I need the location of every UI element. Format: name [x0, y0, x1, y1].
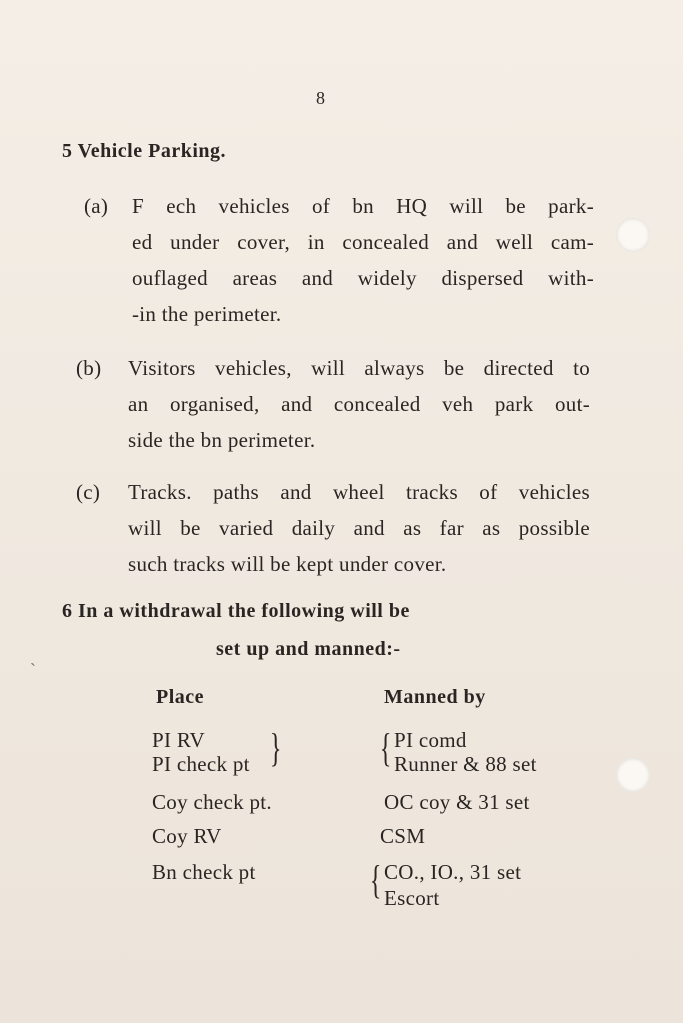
paragraph-5c — [76, 474, 590, 582]
paragraph-line: an organised, and concealed veh park out- — [128, 392, 590, 416]
section-6-heading-cont: set up and manned:- — [216, 638, 401, 660]
paragraph-marker: (b) — [76, 356, 102, 380]
page-number: 8 — [316, 88, 325, 108]
paragraph-line: Visitors vehicles, will always be directed to — [128, 356, 590, 380]
section-6-heading: 6 In a withdrawal the following will be — [62, 600, 410, 622]
paragraph-5b — [76, 350, 590, 458]
paragraph-line: ouflaged areas and widely dispersed with- — [132, 266, 594, 290]
place-cell: Bn check pt — [152, 860, 256, 884]
margin-mark: ˎ — [30, 646, 36, 666]
paragraph-line: -in the perimeter. — [132, 302, 282, 326]
punch-hole — [616, 218, 650, 252]
section-5-heading: 5 Vehicle Parking. — [62, 140, 227, 162]
punch-hole — [616, 758, 650, 792]
place-cell: PI check pt — [152, 752, 250, 776]
place-cell: Coy RV — [152, 824, 222, 848]
manned-cell: CSM — [380, 824, 426, 848]
place-cell: PI RV — [152, 728, 205, 752]
paragraph-line: Tracks. paths and wheel tracks of vehicles — [128, 480, 590, 504]
paragraph-line: such tracks will be kept under cover. — [128, 552, 447, 576]
paragraph-line: F ech vehicles of bn HQ will be park- — [132, 194, 594, 218]
paragraph-marker: (a) — [84, 194, 109, 218]
paragraph-marker: (c) — [76, 480, 101, 504]
paragraph-line: will be varied daily and as far as possible — [128, 516, 590, 540]
paragraph-5a — [84, 188, 594, 332]
column-header-manned-by: Manned by — [384, 686, 486, 708]
manned-cell: Runner & 88 set — [394, 752, 537, 776]
manned-cell: OC coy & 31 set — [384, 790, 530, 814]
manned-cell: Escort — [384, 886, 440, 910]
paragraph-line: side the bn perimeter. — [128, 428, 316, 452]
closing-brace: } — [269, 725, 282, 770]
opening-brace: { — [379, 725, 392, 770]
place-cell: Coy check pt. — [152, 790, 272, 814]
paragraph-line: ed under cover, in concealed and well cam- — [132, 230, 594, 254]
manned-cell: PI comd — [394, 728, 467, 752]
manned-cell: CO., IO., 31 set — [384, 860, 522, 884]
opening-brace: { — [369, 857, 382, 902]
column-header-place: Place — [156, 686, 205, 708]
